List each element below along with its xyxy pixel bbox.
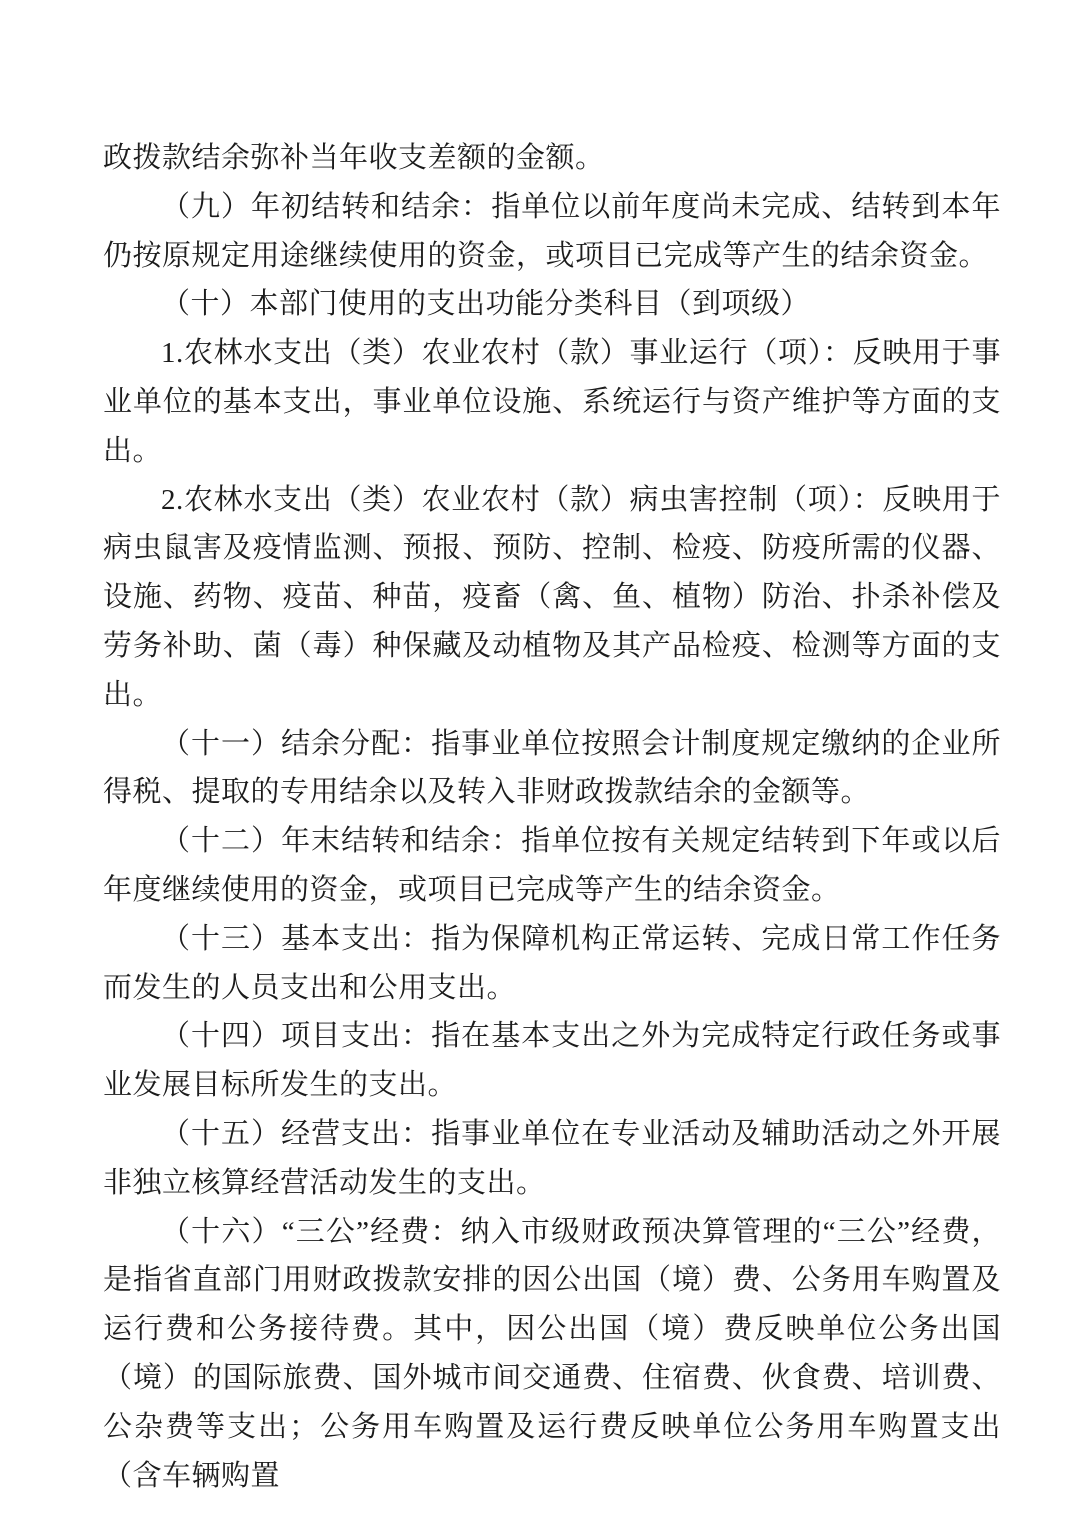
paragraph: （九）年初结转和结余：指单位以前年度尚未完成、结转到本年仍按原规定用途继续使用的资金，或项目已完成等产生的结余资金。 — [103, 190, 1001, 272]
paragraph: （十六）“三公”经费：纳入市级财政预决算管理的“三公”经费，是指省直部门用财政拨款安排的因公出国（境）费、公务用车购置及运行费和公务接待费。其中，因公出国（境）费反映单位公务出国（境）的国际旅费、国外城市间交通费、住宿费、伙食费、培训费、公杂费等支出；公务用车购置及运行费反映单位公务用车购置支出（含车辆购置 — [103, 1215, 1001, 1492]
paragraph: （十五）经营支出：指事业单位在专业活动及辅助活动之外开展非独立核算经营活动发生的支出。 — [103, 1117, 1001, 1199]
paragraph: 1.农林水支出（类）农业农村（款）事业运行（项）：反映用于事业单位的基本支出，事业单位设施、系统运行与资产维护等方面的支出。 — [103, 337, 1001, 467]
paragraph: 政拨款结余弥补当年收支差额的金额。 — [103, 142, 605, 174]
paragraph: （十一）结余分配：指事业单位按照会计制度规定缴纳的企业所得税、提取的专用结余以及转入非财政拨款结余的金额等。 — [103, 727, 1001, 809]
paragraph: （十）本部门使用的支出功能分类科目（到项级） — [161, 288, 811, 321]
document-text-block — [103, 134, 1001, 1500]
paragraph: （十二）年末结转和结余：指单位按有关规定结转到下年或以后年度继续使用的资金，或项目已完成等产生的结余资金。 — [103, 825, 1001, 906]
paragraph: 2.农林水支出（类）农业农村（款）病虫害控制（项）：反映用于病虫鼠害及疫情监测、预报、预防、控制、检疫、防疫所需的仪器、设施、药物、疫苗、种苗，疫畜（禽、鱼、植物）防治、扑杀补偿及劳务补助、菌（毒）种保藏及动植物及其产品检疫、检测等方面的支出。 — [103, 483, 1001, 711]
paragraph: （十三）基本支出：指为保障机构正常运转、完成日常工作任务而发生的人员支出和公用支出。 — [103, 922, 1001, 1004]
paragraph: （十四）项目支出：指在基本支出之外为完成特定行政任务或事业发展目标所发生的支出。 — [103, 1020, 1001, 1102]
